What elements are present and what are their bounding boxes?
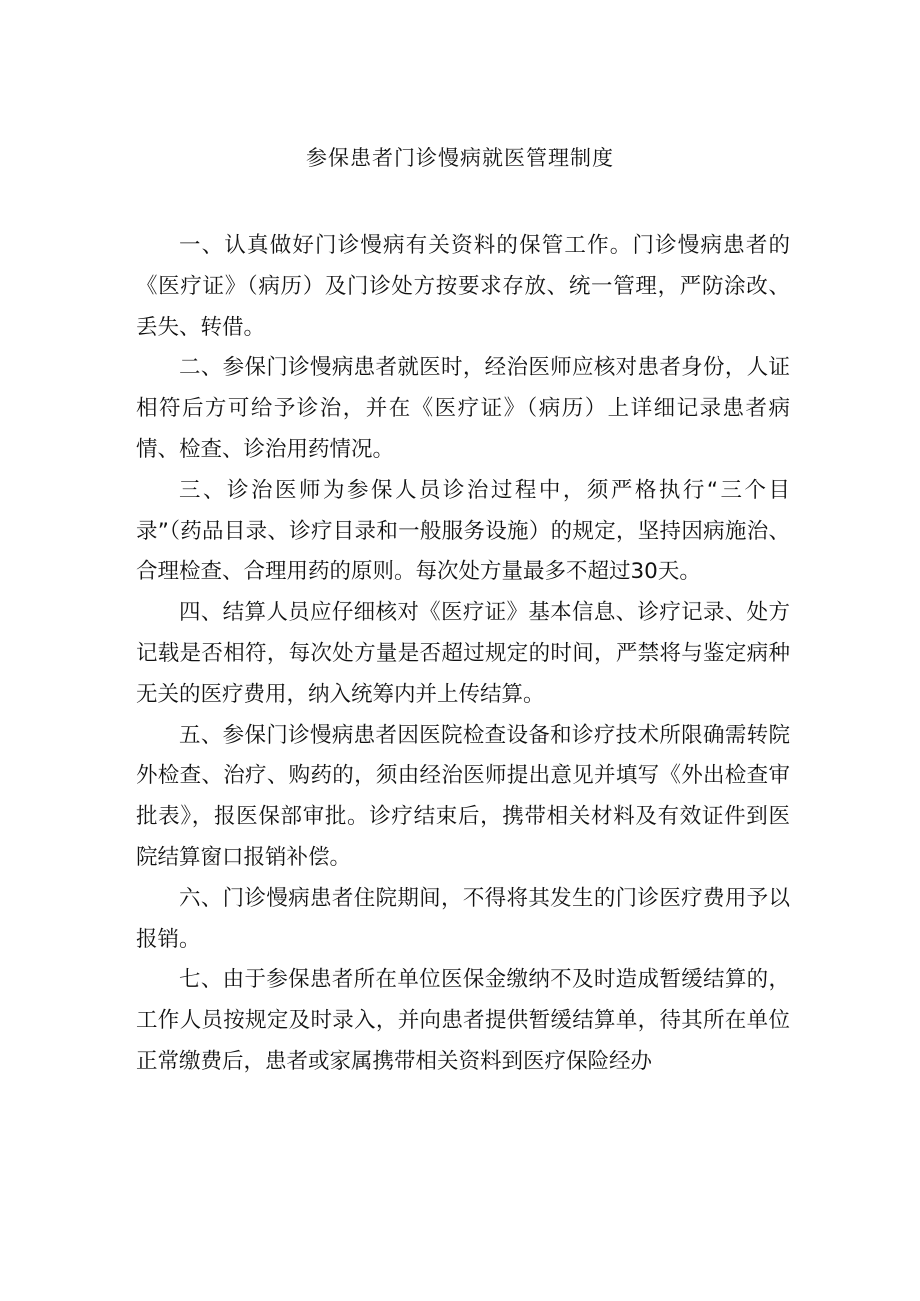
paragraph-3: 三、诊治医师为参保人员诊治过程中，须严格执行“三个目录”（药品目录、诊疗目录和一般服务设施）的规定，坚持因病施治、合理检查、合理用药的原则。每次处方量最多不超过30天。 — [136, 477, 790, 585]
paragraph-6: 六、门诊慢病患者住院期间，不得将其发生的门诊医疗费用予以报销。 — [136, 885, 790, 952]
paragraph-2: 二、参保门诊慢病患者就医时，经治医师应核对患者身份，人证相符后方可给予诊治，并在《医疗证》（病历）上详细记录患者病情、检查、诊治用药情况。 — [136, 355, 790, 462]
document-title: 参保患者门诊慢病就医管理制度 — [306, 146, 614, 170]
document-body — [136, 226, 790, 1083]
paragraph-5: 五、参保门诊慢病患者因医院检查设备和诊疗技术所限确需转院外检查、治疗、购药的，须由经治医师提出意见并填写《外出检查审批表》，报医保部审批。诊疗结束后，携带相关材料及有效证件到医院结算窗口报销补偿。 — [136, 722, 790, 870]
paragraph-1: 一、认真做好门诊慢病有关资料的保管工作。门诊慢病患者的《医疗证》（病历）及门诊处方按要求存放、统一管理，严防涂改、丢失、转借。 — [136, 233, 790, 340]
paragraph-4: 四、结算人员应仔细核对《医疗证》基本信息、诊疗记录、处方记载是否相符，每次处方量是否超过规定的时间，严禁将与鉴定病种无关的医疗费用，纳入统筹内并上传结算。 — [136, 600, 790, 707]
paragraph-7: 七、由于参保患者所在单位医保金缴纳不及时造成暂缓结算的，工作人员按规定及时录入，并向患者提供暂缓结算单，待其所在单位正常缴费后，患者或家属携带相关资料到医疗保险经办 — [136, 967, 790, 1074]
